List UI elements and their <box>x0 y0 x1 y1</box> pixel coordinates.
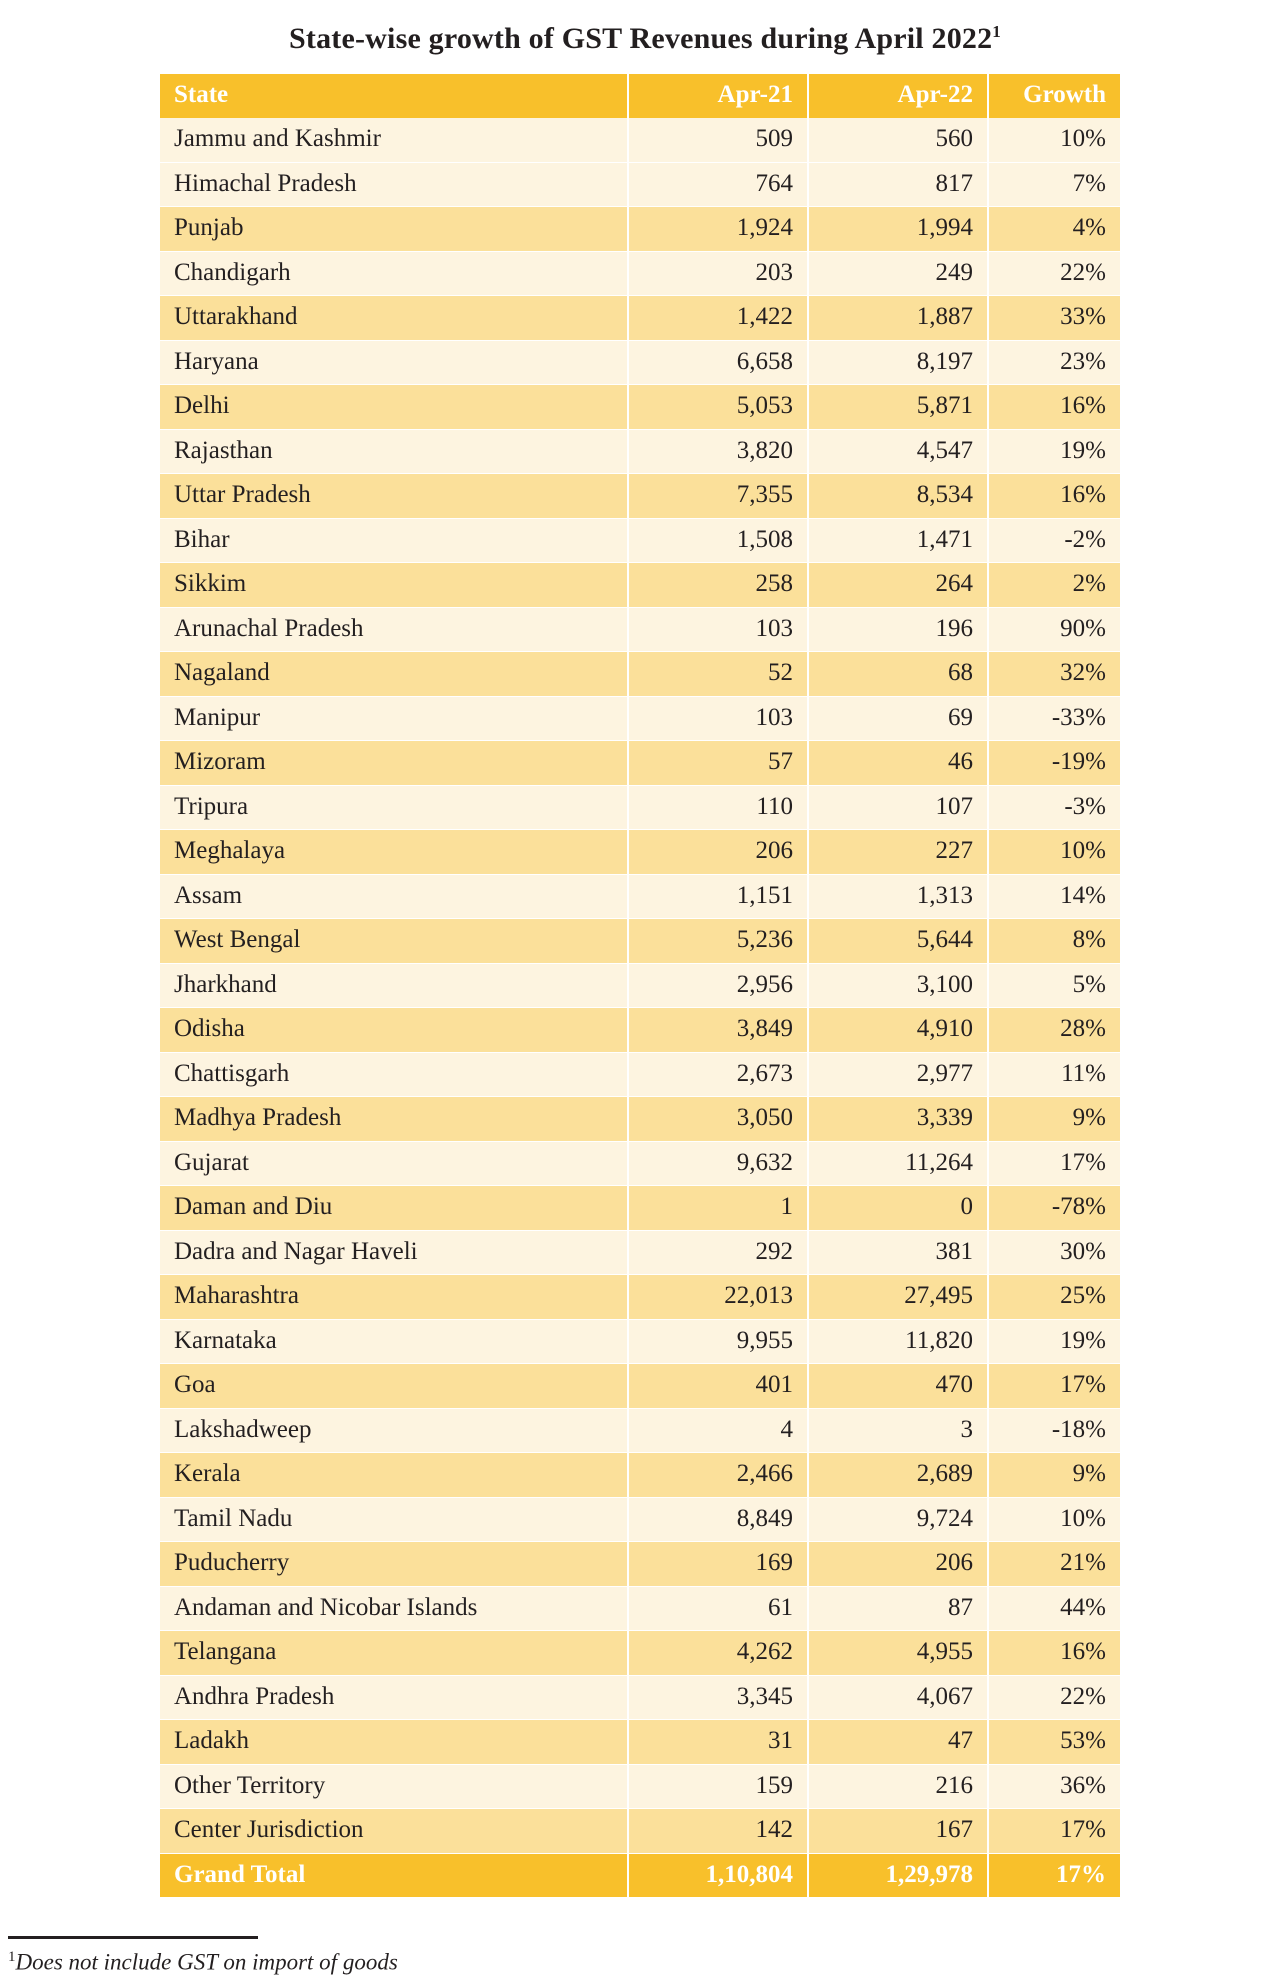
cell-apr22: 381 <box>808 1230 988 1275</box>
table-row <box>160 1319 1120 1364</box>
cell-growth: 44% <box>988 1586 1120 1631</box>
cell-apr21: 292 <box>628 1230 808 1275</box>
cell-growth: -33% <box>988 696 1120 741</box>
cell-apr21: 2,956 <box>628 963 808 1008</box>
cell-apr21: 103 <box>628 696 808 741</box>
cell-state: Other Territory <box>160 1764 628 1809</box>
cell-growth: 19% <box>988 429 1120 474</box>
cell-apr21: 3,050 <box>628 1097 808 1142</box>
cell-growth: 17% <box>988 1141 1120 1186</box>
cell-apr21: 1,422 <box>628 296 808 341</box>
table-row <box>160 1764 1120 1809</box>
table-row <box>160 1631 1120 1676</box>
cell-growth: 22% <box>988 251 1120 296</box>
cell-apr22: 0 <box>808 1186 988 1231</box>
cell-state: Maharashtra <box>160 1275 628 1320</box>
cell-state: Punjab <box>160 207 628 252</box>
cell-growth: 17% <box>988 1364 1120 1409</box>
cell-state: Puducherry <box>160 1542 628 1587</box>
cell-apr21: 203 <box>628 251 808 296</box>
cell-growth: 9% <box>988 1097 1120 1142</box>
table-row <box>160 563 1120 608</box>
cell-growth: 90% <box>988 607 1120 652</box>
table-row <box>160 919 1120 964</box>
cell-apr22: 107 <box>808 785 988 830</box>
cell-apr21: 1,924 <box>628 207 808 252</box>
table-row <box>160 741 1120 786</box>
cell-state: Andhra Pradesh <box>160 1675 628 1720</box>
cell-apr22: 4,955 <box>808 1631 988 1676</box>
footnote-text: Does not include GST on import of goods <box>15 1949 398 1975</box>
gst-revenue-table <box>160 74 1120 1898</box>
cell-apr22: 8,534 <box>808 474 988 519</box>
footnote-marker: 1 <box>8 1949 16 1965</box>
cell-apr22: 560 <box>808 118 988 162</box>
cell-growth: 32% <box>988 652 1120 697</box>
cell-apr21: 142 <box>628 1809 808 1854</box>
cell-apr22: 264 <box>808 563 988 608</box>
cell-total-label: Grand Total <box>160 1853 628 1898</box>
column-header-apr21: Apr-21 <box>628 74 808 118</box>
table-row <box>160 251 1120 296</box>
cell-state: Center Jurisdiction <box>160 1809 628 1854</box>
cell-apr21: 110 <box>628 785 808 830</box>
cell-growth: 23% <box>988 340 1120 385</box>
cell-state: Ladakh <box>160 1720 628 1765</box>
table-total-row <box>160 1853 1120 1898</box>
cell-apr22: 1,994 <box>808 207 988 252</box>
cell-apr22: 1,313 <box>808 874 988 919</box>
cell-apr22: 227 <box>808 830 988 875</box>
cell-growth: 7% <box>988 162 1120 207</box>
table-row <box>160 1675 1120 1720</box>
cell-apr22: 2,689 <box>808 1453 988 1498</box>
cell-apr22: 5,871 <box>808 385 988 430</box>
cell-total-growth: 17% <box>988 1853 1120 1898</box>
table-row <box>160 1497 1120 1542</box>
table-row <box>160 652 1120 697</box>
cell-apr21: 2,673 <box>628 1052 808 1097</box>
cell-apr22: 11,820 <box>808 1319 988 1364</box>
cell-apr21: 9,632 <box>628 1141 808 1186</box>
cell-apr21: 4 <box>628 1408 808 1453</box>
cell-apr21: 1,151 <box>628 874 808 919</box>
cell-state: Madhya Pradesh <box>160 1097 628 1142</box>
cell-apr21: 57 <box>628 741 808 786</box>
cell-apr21: 9,955 <box>628 1319 808 1364</box>
cell-growth: -19% <box>988 741 1120 786</box>
table-row <box>160 429 1120 474</box>
cell-growth: 33% <box>988 296 1120 341</box>
cell-apr22: 9,724 <box>808 1497 988 1542</box>
cell-apr21: 4,262 <box>628 1631 808 1676</box>
table-row <box>160 1720 1120 1765</box>
table-row <box>160 1008 1120 1053</box>
table-row <box>160 963 1120 1008</box>
cell-state: Telangana <box>160 1631 628 1676</box>
cell-apr22: 206 <box>808 1542 988 1587</box>
cell-apr22: 8,197 <box>808 340 988 385</box>
cell-state: Karnataka <box>160 1319 628 1364</box>
table-row <box>160 1230 1120 1275</box>
cell-growth: 28% <box>988 1008 1120 1053</box>
cell-state: Jammu and Kashmir <box>160 118 628 162</box>
cell-apr22: 3,339 <box>808 1097 988 1142</box>
table-container <box>160 74 1120 1898</box>
table-row <box>160 162 1120 207</box>
cell-apr22: 47 <box>808 1720 988 1765</box>
cell-state: Sikkim <box>160 563 628 608</box>
column-header-state: State <box>160 74 628 118</box>
cell-growth: 10% <box>988 1497 1120 1542</box>
cell-apr21: 22,013 <box>628 1275 808 1320</box>
cell-apr21: 258 <box>628 563 808 608</box>
cell-state: Tamil Nadu <box>160 1497 628 1542</box>
cell-growth: -18% <box>988 1408 1120 1453</box>
cell-apr21: 5,236 <box>628 919 808 964</box>
cell-growth: 17% <box>988 1809 1120 1854</box>
cell-apr21: 169 <box>628 1542 808 1587</box>
table-body <box>160 118 1120 1898</box>
cell-growth: 14% <box>988 874 1120 919</box>
cell-state: Chattisgarh <box>160 1052 628 1097</box>
cell-growth: -2% <box>988 518 1120 563</box>
cell-apr22: 3 <box>808 1408 988 1453</box>
cell-growth: 2% <box>988 563 1120 608</box>
table-row <box>160 1542 1120 1587</box>
table-row <box>160 1408 1120 1453</box>
cell-state: Mizoram <box>160 741 628 786</box>
cell-apr22: 817 <box>808 162 988 207</box>
table-row <box>160 340 1120 385</box>
cell-apr21: 509 <box>628 118 808 162</box>
cell-growth: 4% <box>988 207 1120 252</box>
column-header-apr22: Apr-22 <box>808 74 988 118</box>
cell-apr21: 3,849 <box>628 1008 808 1053</box>
table-row <box>160 118 1120 162</box>
cell-state: Dadra and Nagar Haveli <box>160 1230 628 1275</box>
cell-apr21: 61 <box>628 1586 808 1631</box>
table-row <box>160 607 1120 652</box>
cell-growth: 53% <box>988 1720 1120 1765</box>
cell-state: Manipur <box>160 696 628 741</box>
page-title-footnote-marker: 1 <box>992 22 1001 41</box>
cell-apr22: 196 <box>808 607 988 652</box>
table-row <box>160 1586 1120 1631</box>
cell-state: Meghalaya <box>160 830 628 875</box>
cell-growth: 25% <box>988 1275 1120 1320</box>
cell-growth: 22% <box>988 1675 1120 1720</box>
page-title-text: State-wise growth of GST Revenues during April 2022 <box>289 22 993 55</box>
table-row <box>160 1097 1120 1142</box>
cell-state: Uttarakhand <box>160 296 628 341</box>
table-row <box>160 1364 1120 1409</box>
cell-apr22: 3,100 <box>808 963 988 1008</box>
cell-state: Lakshadweep <box>160 1408 628 1453</box>
cell-growth: 10% <box>988 830 1120 875</box>
table-row <box>160 830 1120 875</box>
table-row <box>160 474 1120 519</box>
table-header <box>160 74 1120 118</box>
cell-growth: 9% <box>988 1453 1120 1498</box>
cell-apr22: 68 <box>808 652 988 697</box>
cell-apr21: 6,658 <box>628 340 808 385</box>
table-header-row <box>160 74 1120 118</box>
table-row <box>160 1453 1120 1498</box>
footnote-divider <box>8 1936 258 1939</box>
table-row <box>160 874 1120 919</box>
cell-apr22: 27,495 <box>808 1275 988 1320</box>
cell-apr21: 8,849 <box>628 1497 808 1542</box>
cell-apr21: 31 <box>628 1720 808 1765</box>
cell-growth: 10% <box>988 118 1120 162</box>
cell-apr21: 159 <box>628 1764 808 1809</box>
table-row <box>160 1186 1120 1231</box>
cell-apr22: 470 <box>808 1364 988 1409</box>
cell-growth: 8% <box>988 919 1120 964</box>
cell-state: Uttar Pradesh <box>160 474 628 519</box>
cell-state: Delhi <box>160 385 628 430</box>
cell-apr21: 3,820 <box>628 429 808 474</box>
table-row <box>160 696 1120 741</box>
cell-apr22: 46 <box>808 741 988 786</box>
cell-apr22: 4,547 <box>808 429 988 474</box>
cell-state: Andaman and Nicobar Islands <box>160 1586 628 1631</box>
cell-apr21: 764 <box>628 162 808 207</box>
cell-growth: 11% <box>988 1052 1120 1097</box>
cell-total-apr21: 1,10,804 <box>628 1853 808 1898</box>
cell-state: West Bengal <box>160 919 628 964</box>
cell-state: Kerala <box>160 1453 628 1498</box>
cell-apr21: 52 <box>628 652 808 697</box>
cell-apr21: 1,508 <box>628 518 808 563</box>
cell-apr22: 1,471 <box>808 518 988 563</box>
cell-growth: -3% <box>988 785 1120 830</box>
cell-state: Tripura <box>160 785 628 830</box>
cell-apr21: 5,053 <box>628 385 808 430</box>
table-row <box>160 296 1120 341</box>
cell-state: Chandigarh <box>160 251 628 296</box>
cell-growth: 19% <box>988 1319 1120 1364</box>
cell-apr21: 2,466 <box>628 1453 808 1498</box>
cell-state: Bihar <box>160 518 628 563</box>
table-row <box>160 1275 1120 1320</box>
cell-growth: 16% <box>988 474 1120 519</box>
cell-state: Haryana <box>160 340 628 385</box>
cell-growth: 16% <box>988 1631 1120 1676</box>
cell-growth: 21% <box>988 1542 1120 1587</box>
column-header-growth: Growth <box>988 74 1120 118</box>
cell-apr22: 4,067 <box>808 1675 988 1720</box>
table-row <box>160 1809 1120 1854</box>
cell-state: Daman and Diu <box>160 1186 628 1231</box>
table-row <box>160 518 1120 563</box>
cell-total-apr22: 1,29,978 <box>808 1853 988 1898</box>
cell-apr22: 5,644 <box>808 919 988 964</box>
footnote <box>8 1949 1280 1976</box>
cell-growth: -78% <box>988 1186 1120 1231</box>
cell-state: Assam <box>160 874 628 919</box>
table-row <box>160 1052 1120 1097</box>
cell-state: Rajasthan <box>160 429 628 474</box>
cell-growth: 30% <box>988 1230 1120 1275</box>
cell-growth: 16% <box>988 385 1120 430</box>
cell-state: Arunachal Pradesh <box>160 607 628 652</box>
cell-apr22: 216 <box>808 1764 988 1809</box>
cell-apr22: 249 <box>808 251 988 296</box>
cell-apr22: 167 <box>808 1809 988 1854</box>
cell-apr22: 69 <box>808 696 988 741</box>
cell-apr22: 87 <box>808 1586 988 1631</box>
cell-apr21: 401 <box>628 1364 808 1409</box>
cell-growth: 5% <box>988 963 1120 1008</box>
cell-apr21: 103 <box>628 607 808 652</box>
cell-state: Goa <box>160 1364 628 1409</box>
table-row <box>160 207 1120 252</box>
cell-apr22: 11,264 <box>808 1141 988 1186</box>
cell-state: Himachal Pradesh <box>160 162 628 207</box>
page-title <box>0 0 1280 56</box>
cell-state: Jharkhand <box>160 963 628 1008</box>
cell-state: Odisha <box>160 1008 628 1053</box>
cell-apr22: 2,977 <box>808 1052 988 1097</box>
cell-apr21: 1 <box>628 1186 808 1231</box>
cell-apr22: 4,910 <box>808 1008 988 1053</box>
cell-apr22: 1,887 <box>808 296 988 341</box>
table-row <box>160 385 1120 430</box>
cell-growth: 36% <box>988 1764 1120 1809</box>
cell-apr21: 206 <box>628 830 808 875</box>
table-row <box>160 1141 1120 1186</box>
cell-state: Gujarat <box>160 1141 628 1186</box>
cell-apr21: 3,345 <box>628 1675 808 1720</box>
table-row <box>160 785 1120 830</box>
cell-apr21: 7,355 <box>628 474 808 519</box>
cell-state: Nagaland <box>160 652 628 697</box>
